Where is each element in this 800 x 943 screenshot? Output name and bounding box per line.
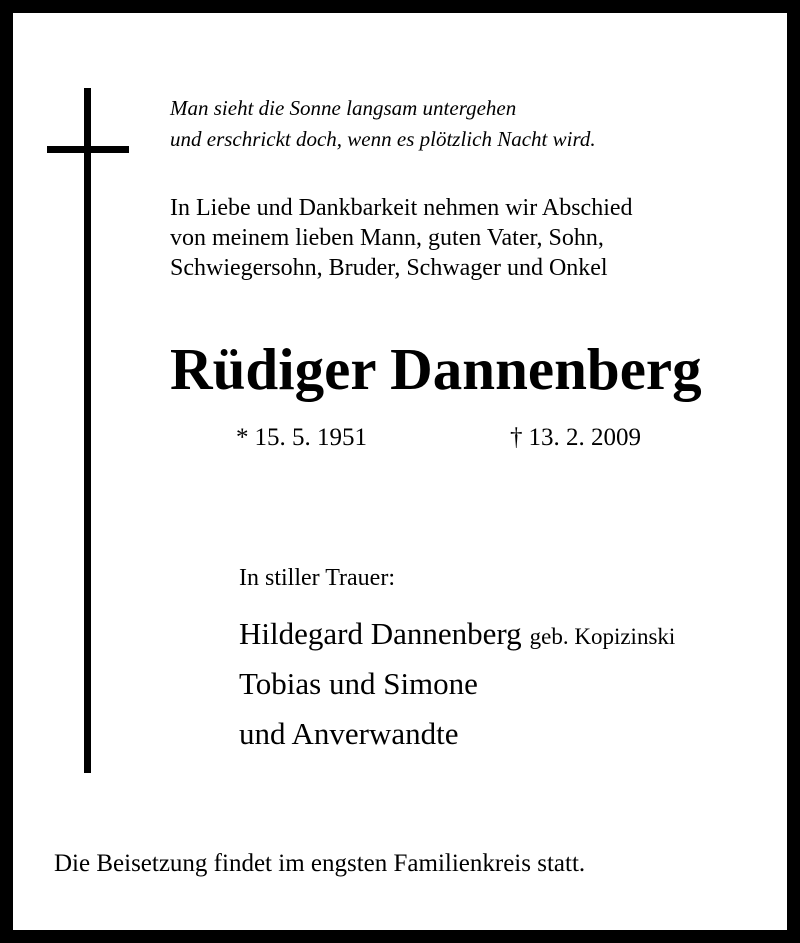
- mourner-line: [239, 714, 459, 754]
- mourner-name: Tobias und Simone: [239, 666, 478, 701]
- intro-line: Schwiegersohn, Bruder, Schwager und Onkel: [170, 255, 608, 281]
- cross-icon-bar: [47, 146, 129, 153]
- mourning-label: In stiller Trauer:: [239, 565, 395, 591]
- motto-line: Man sieht die Sonne langsam untergehen: [170, 96, 517, 120]
- death-date: 13. 2. 2009: [528, 424, 641, 451]
- motto-line: und erschrickt doch, wenn es plötzlich Nacht wird.: [170, 127, 596, 151]
- death-date-line: [510, 421, 641, 455]
- intro-text: [170, 193, 633, 283]
- intro-line: In Liebe und Dankbarkeit nehmen wir Abschied: [170, 195, 633, 221]
- death-symbol: †: [510, 424, 523, 451]
- birth-date: 15. 5. 1951: [254, 424, 367, 451]
- mourner-maiden-name: geb. Kopizinski: [529, 624, 676, 649]
- mourner-line: [239, 614, 675, 657]
- funeral-note: Die Beisetzung findet im engsten Familienkreis statt.: [54, 850, 586, 877]
- mourner-name: und Anverwandte: [239, 716, 459, 751]
- deceased-name: Rüdiger Dannenberg: [170, 336, 702, 402]
- birth-symbol: *: [236, 424, 249, 451]
- cross-icon: [84, 88, 91, 773]
- birth-date-line: [236, 421, 367, 455]
- mourner-line: [239, 664, 478, 704]
- mourner-name: Hildegard Dannenberg: [239, 616, 522, 651]
- motto: [170, 93, 596, 155]
- intro-line: von meinem lieben Mann, guten Vater, Sohn,: [170, 225, 604, 251]
